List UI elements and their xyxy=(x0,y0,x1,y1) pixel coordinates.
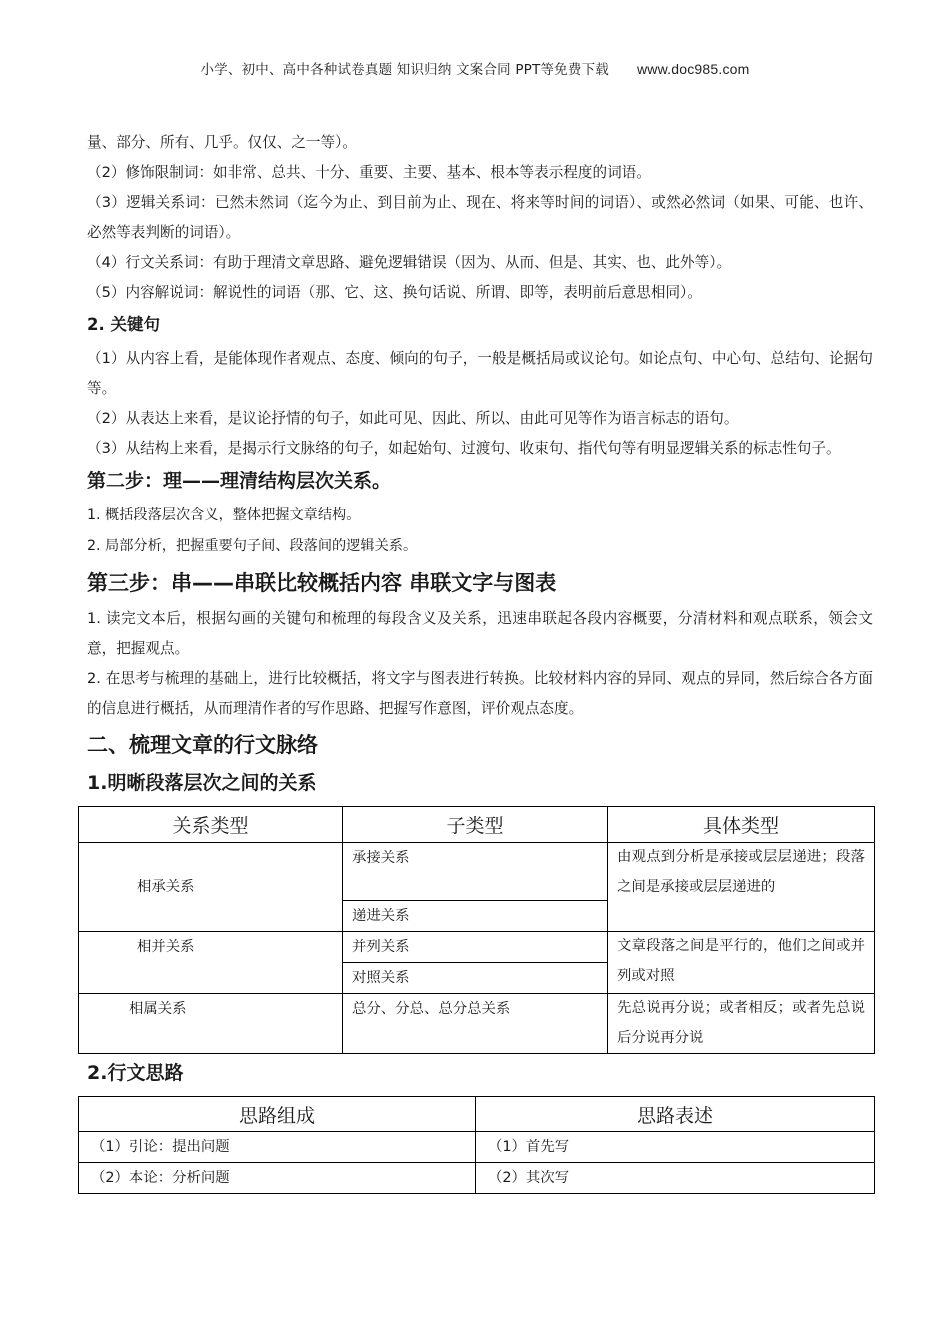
table-cell-category: 相并关系 xyxy=(79,932,343,994)
header-url[interactable]: www.doc985.com xyxy=(636,61,750,77)
table-header: 关系类型 xyxy=(79,807,343,843)
step3-item: 1. 读完文本后，根据勾画的关键句和梳理的每段含义及关系，迅速串联起各段内容概要，分清材料和观点联系，领会文意，把握观点。 xyxy=(87,610,873,657)
table-row xyxy=(79,843,875,901)
page-header xyxy=(0,58,950,78)
table-cell-category: 相属关系 xyxy=(79,994,343,1054)
table-header: 具体类型 xyxy=(608,807,875,843)
table-cell-category: 相承关系 xyxy=(79,843,343,932)
table-cell-detail: 由观点到分析是承接或层层递进；段落之间是承接或层层递进的 xyxy=(608,843,875,932)
table-cell-sub: 承接关系 xyxy=(343,843,608,901)
table-header-row xyxy=(79,807,875,843)
section2-sub2-heading: 2.行文思路 xyxy=(87,1062,184,1084)
table-row xyxy=(79,994,875,1054)
key-sentence-item: （2）从表达上来看，是议论抒情的句子，如此可见、因此、所以、由此可见等作为语言标志的语句。 xyxy=(87,410,739,427)
table-cell: （1）首先写 xyxy=(476,1132,875,1163)
text-line: （3）逻辑关系词：已然未然词（迄今为止、到目前为止、现在、将来等时间的词语）、或然必然词（如果、可能、也许、必然等表判断的词语）。 xyxy=(87,194,873,241)
document-body xyxy=(87,128,873,1194)
section2-sub1-heading: 1.明晰段落层次之间的关系 xyxy=(87,772,317,794)
key-sentence-item: （1）从内容上看，是能体现作者观点、态度、倾向的句子，一般是概括局或议论句。如论点句、中心句、总结句、论据句等。 xyxy=(87,350,873,397)
step2-item: 1. 概括段落层次含义，整体把握文章结构。 xyxy=(87,507,361,523)
relationship-table xyxy=(78,806,875,1054)
table-cell: （2）本论：分析问题 xyxy=(79,1163,476,1194)
step3-heading: 第三步：串——串联比较概括内容 串联文字与图表 xyxy=(87,571,557,595)
key-sentence-heading: 2. 关键句 xyxy=(87,315,160,334)
step2-item: 2. 局部分析，把握重要句子间、段落间的逻辑关系。 xyxy=(87,538,418,554)
thinking-table xyxy=(78,1096,875,1194)
table-header: 思路表述 xyxy=(476,1097,875,1132)
text-line: 量、部分、所有、几乎。仅仅、之一等）。 xyxy=(87,134,357,151)
step2-heading: 第二步：理——理清结构层次关系。 xyxy=(87,470,392,492)
section2-heading: 二、梳理文章的行文脉络 xyxy=(87,733,318,757)
table-cell-sub: 总分、分总、总分总关系 xyxy=(343,994,608,1054)
table-cell-detail: 先总说再分说；或者相反；或者先总说后分说再分说 xyxy=(608,994,875,1054)
key-sentence-item: （3）从结构上来看，是揭示行文脉络的句子，如起始句、过渡句、收束句、指代句等有明显逻辑关系的标志性句子。 xyxy=(87,440,841,457)
table-row xyxy=(79,1163,875,1194)
text-line: （2）修饰限制词：如非常、总共、十分、重要、主要、基本、根本等表示程度的词语。 xyxy=(87,164,651,181)
table-header: 思路组成 xyxy=(79,1097,476,1132)
table-cell-sub: 对照关系 xyxy=(343,963,608,994)
text-line: （5）内容解说词：解说性的词语（那、它、这、换句话说、所谓、即等，表明前后意思相同）。 xyxy=(87,284,702,301)
table-cell-detail: 文章段落之间是平行的，他们之间或并列或对照 xyxy=(608,932,875,994)
table-cell-sub: 并列关系 xyxy=(343,932,608,963)
step3-item: 2. 在思考与梳理的基础上，进行比较概括，将文字与图表进行转换。比较材料内容的异同、观点的异同，然后综合各方面的信息进行概括，从而理清作者的写作思路、把握写作意图，评价观点态度。 xyxy=(87,670,873,717)
table-row xyxy=(79,932,875,963)
header-text: 小学、初中、高中各种试卷真题 知识归纳 文案合同 PPT等免费下载 xyxy=(200,62,609,78)
table-cell: （2）其次写 xyxy=(476,1163,875,1194)
table-cell-sub: 递进关系 xyxy=(343,901,608,932)
table-cell: （1）引论：提出问题 xyxy=(79,1132,476,1163)
table-header-row xyxy=(79,1097,875,1132)
table-row xyxy=(79,1132,875,1163)
table-header: 子类型 xyxy=(343,807,608,843)
text-line: （4）行文关系词：有助于理清文章思路、避免逻辑错误（因为、从而、但是、其实、也、此外等）。 xyxy=(87,254,732,271)
